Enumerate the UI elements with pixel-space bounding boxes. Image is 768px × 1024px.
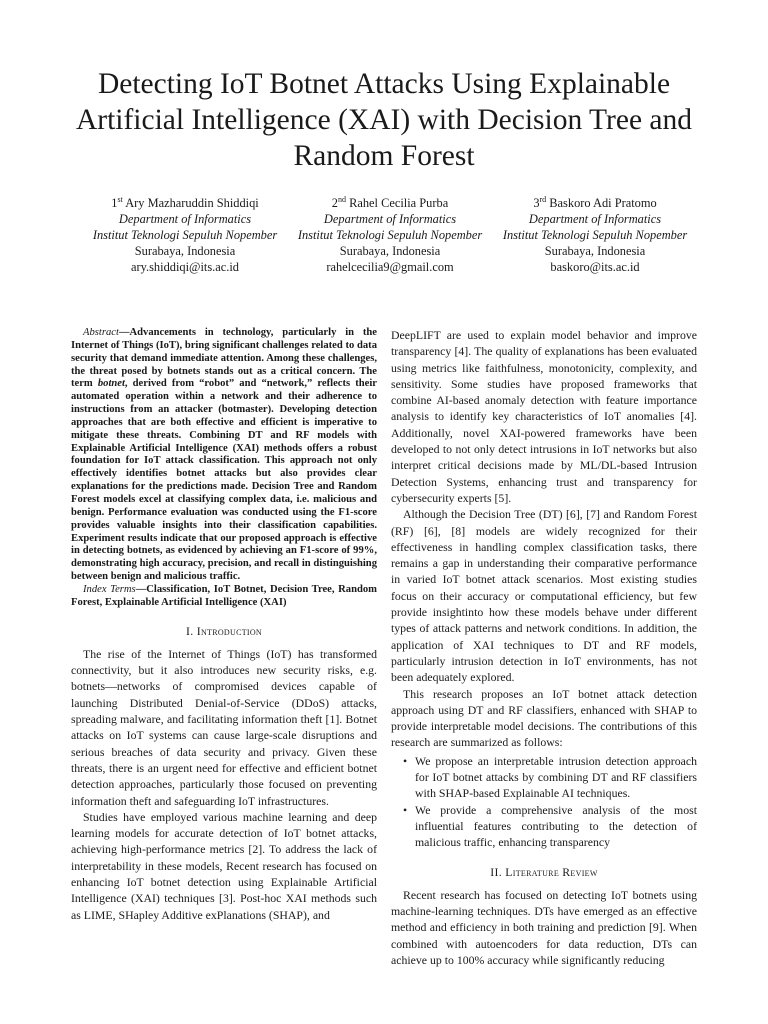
author-institution: Institut Teknologi Sepuluh Nopember bbox=[92, 228, 278, 243]
author-city: Surabaya, Indonesia bbox=[134, 244, 236, 259]
author-city: Surabaya, Indonesia bbox=[339, 244, 441, 259]
bullet-icon: • bbox=[403, 753, 408, 768]
section-heading-introduction: I. Introduction bbox=[185, 623, 263, 638]
author-1 bbox=[70, 192, 300, 275]
list-item: • We provide a comprehensive analysis of the most influential features contributing to the detection of malicious traffic, enhancing transparency bbox=[403, 802, 697, 850]
abstract: Abstract—Advancements in technology, particularly in the Internet of Things (IoT), bring significant challenges related to data security that demand immediate attention. Among these challenges, the threat posed by botnets stands out as a critical concern. The term botnet, derived from “robot” and “network,” reflects their automated operation within a network and their adherence to instructions from an attacker (botmaster). Developing detection approaches that are both effective and efficient is imperative to mitigate these threats. Combining DT and RF models with Explainable Artificial Intelligence (XAI) methods offers a robust foundation for IoT attack classification. This approach not only effectively identifies botnet attacks but also provides clear explanations for the predictions made. Decision Tree and Random Forest models excel at classifying complex data, i.e. malicious and benign. Performance evaluation was conducted using the F1-score provides valuable insights into their classification capabilities. Experiment results indicate that our proposed approach is effective in detecting botnets, as evidenced by achieving an F1-score of 99%, demonstrating high accuracy, precision, and recall in distinguishing between benign and malicious traffic. bbox=[71, 327, 378, 583]
author-email: ary.shiddiqi@its.ac.id bbox=[131, 260, 239, 275]
author-name: 3rd Baskoro Adi Pratomo bbox=[533, 195, 657, 211]
author-name: 2nd Rahel Cecilia Purba bbox=[331, 195, 449, 211]
contribution-list bbox=[391, 753, 697, 851]
author-name: 1st Ary Mazharuddin Shiddiqi bbox=[111, 195, 259, 211]
right-column bbox=[391, 327, 697, 968]
paragraph: Recent research has focused on detecting IoT botnets using machine-learning techniques. DTs have emerged as an effective method and efficiency in both training and prediction [9]. When combined with autoencoders for data reduction, DTs can achieve up to 100% accuracy while significantly reducing bbox=[391, 887, 697, 967]
author-email: baskoro@its.ac.id bbox=[550, 260, 640, 275]
paragraph: The rise of the Internet of Things (IoT) has transformed connectivity, but it also introduces new security risks, e.g. botnets—networks of compromised devices capable of launching Distributed Denial-of-Service (DDoS) attacks, spreading malware, and facilitating information theft [1]. Botnet attacks on IoT systems can cause large-scale disruptions and serious breaches of data security and privacy. Given these threats, there is an urgent need for effective and efficient botnet detection approaches, particularly those focused on preventing information theft and safeguarding IoT infrastructures. bbox=[71, 646, 377, 808]
author-city: Surabaya, Indonesia bbox=[544, 244, 646, 259]
paper-title: Detecting IoT Botnet Attacks Using Explainable Artificial Intelligence (XAI) with Decision Tree and Random Forest bbox=[75, 68, 693, 172]
author-3 bbox=[480, 192, 710, 275]
list-item: • We propose an interpretable intrusion detection approach for IoT botnet attacks by combining DT and RF classifiers with SHAP-based Explainable AI techniques. bbox=[403, 753, 697, 801]
left-column bbox=[71, 327, 377, 923]
author-institution: Institut Teknologi Sepuluh Nopember bbox=[502, 228, 688, 243]
author-institution: Institut Teknologi Sepuluh Nopember bbox=[297, 228, 483, 243]
author-email: rahelcecilia9@gmail.com bbox=[326, 260, 454, 275]
author-department: Department of Informatics bbox=[528, 212, 662, 227]
paragraph: Studies have employed various machine learning and deep learning models for accurate detection of IoT botnet attacks, achieving high-performance metrics [2]. To address the lack of interpretability in these models, Recent research has focused on enhancing IoT botnet detection using Explainable Artificial Intelligence (XAI) techniques [3]. Post-hoc XAI methods such as LIME, SHapley Additive exPlanations (SHAP), and bbox=[71, 809, 377, 922]
paragraph: This research proposes an IoT botnet attack detection approach using DT and RF classifiers, enhanced with SHAP to provide interpretable model decisions. The contributions of this research are summarized as follows: bbox=[391, 686, 697, 750]
author-block bbox=[70, 192, 710, 282]
author-2 bbox=[275, 192, 505, 275]
paragraph: Although the Decision Tree (DT) [6], [7] and Random Forest (RF) [6], [8] models are widely recognized for their effectiveness in handling complex classification tasks, there remains a gap in understanding their comparative performance in varied IoT botnet attack scenarios. Most existing studies focus on their accuracy or computational efficiency, but few provide insightinto how these models behave under different types of attack patterns and network conditions. In addition, the application of XAI techniques to DT and RF models, particularly intrusion detection in IoT environments, has not been adequately explored. bbox=[391, 507, 697, 685]
author-department: Department of Informatics bbox=[118, 212, 252, 227]
section-heading-literature-review: II. Literature Review bbox=[490, 864, 598, 879]
author-department: Department of Informatics bbox=[323, 212, 457, 227]
bullet-icon: • bbox=[403, 802, 408, 817]
index-terms: Index Terms—Classification, IoT Botnet, Decision Tree, Random Forest, Explainable Artificial Intelligence (XAI) bbox=[71, 583, 377, 608]
paragraph: DeepLIFT are used to explain model behavior and improve transparency [4]. The quality of explanations has been evaluated using metrics like faithfulness, monotonicity, complexity, and sensitivity. Some studies have proposed frameworks that combine AI-based anomaly detection with feature importance analysis to identify key characteristics of IoT anomalies [4]. Additionally, novel XAI-powered frameworks have been developed to not only detect intrusions in IoT networks but also interpret critical decisions made by ML/DL-based Intrusion Detection Systems, enhancing trust and transparency for cybersecurity experts [5]. bbox=[391, 328, 697, 505]
